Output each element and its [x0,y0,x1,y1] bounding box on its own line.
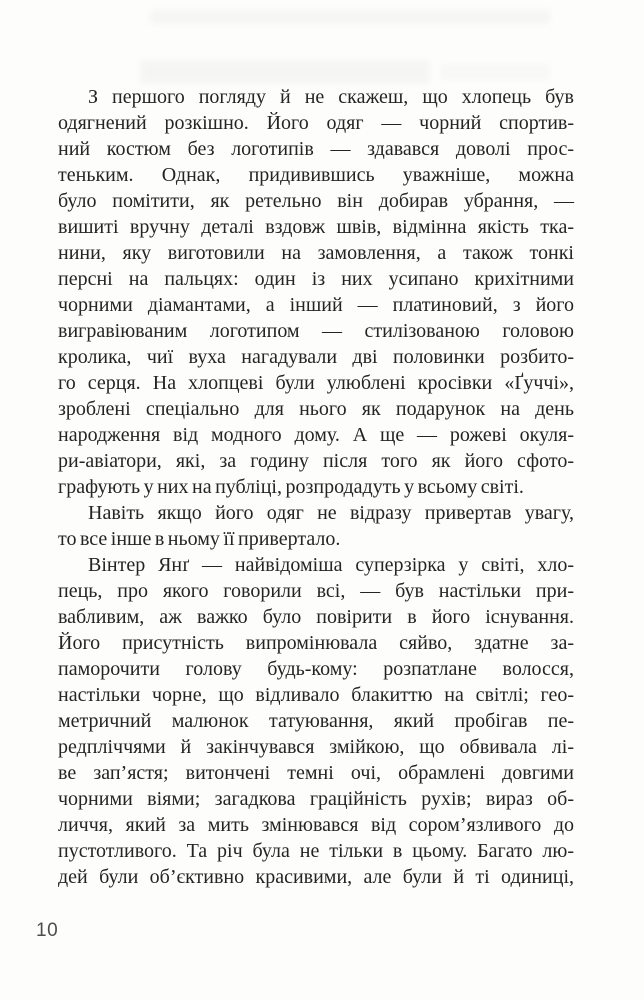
text-line: паморочити голову будь-кому: розпатлане волосся, [58,658,574,680]
text-line: личчя, який за мить змінювався від сором’язливого до [58,814,574,836]
text-line: нини, яку виготовили на замовлення, а також тонкі [58,242,574,264]
text-line: було помітити, як ретельно він добирав убрання, — [58,190,574,212]
text-line: вабливим, аж важко було повірити в його існування. [58,606,574,628]
text-line: редпліччями й закінчувався змійкою, що обвивала лі- [58,736,574,758]
text-line: настільки чорне, що відливало блакиттю на світлі; гео- [58,684,574,706]
text-line: Навіть якщо його одяг не відразу привертав увагу, [88,502,574,524]
text-line: теньким. Однак, придивившись уважніше, можна [58,164,574,186]
text-line: графують у них на публіці, розпродадуть у всьому світі. [58,476,524,498]
text-line: метричний малюнок татуювання, який пробігав пе- [58,710,574,732]
text-line: зроблені спеціально для нього як подарунок на день [58,398,574,420]
page-number: 10 [36,920,59,941]
text-line: ний костюм без логотипів — здавався доволі прос- [58,138,574,160]
text-line: чорними віями; загадкова граційність рухів; вираз об- [58,788,574,810]
text-line: одягнений розкішно. Його одяг — чорний спортив- [58,112,574,134]
text-line: то все інше в ньому її привертало. [58,528,341,550]
text-line: персні на пальцях: один із них усипано крихітними [58,268,574,290]
bleed-through-artifact [150,10,550,24]
bleed-through-artifact [440,64,550,80]
text-line: Його присутність випромінювала сяйво, здатне за- [58,632,574,654]
text-line: пустотливого. Та річ була не тільки в цьому. Багато лю- [58,840,574,862]
text-line: пець, про якого говорили всі, — був настільки при- [58,580,574,602]
text-line: чорними діамантами, а інший — платиновий, з його [58,294,574,316]
text-line: ри-авіатори, які, за годину після того як його сфото- [58,450,574,472]
text-line: З першого погляду й не скажеш, що хлопець був [88,86,574,108]
text-line: кролика, чиї вуха нагадували дві половинки розбито- [58,346,574,368]
text-line: дей були об’єктивно красивими, але були й ті одиниці, [58,866,574,888]
bleed-through-artifact [140,60,430,84]
body-text [58,84,574,890]
text-line: вигравіюваним логотипом — стилізованою головою [58,320,574,342]
text-line: ве зап’ястя; витончені темні очі, обрамлені довгими [58,762,574,784]
text-line: народження від модного дому. А ще — рожеві окуля- [58,424,574,446]
text-line: го серця. На хлопцеві були улюблені кросівки «Ґуччі», [58,372,574,394]
text-line: Вінтер Янґ — найвідоміша суперзірка у світі, хло- [88,554,574,576]
text-line: вишиті вручну деталі вздовж швів, відмінна якість тка- [58,216,574,238]
